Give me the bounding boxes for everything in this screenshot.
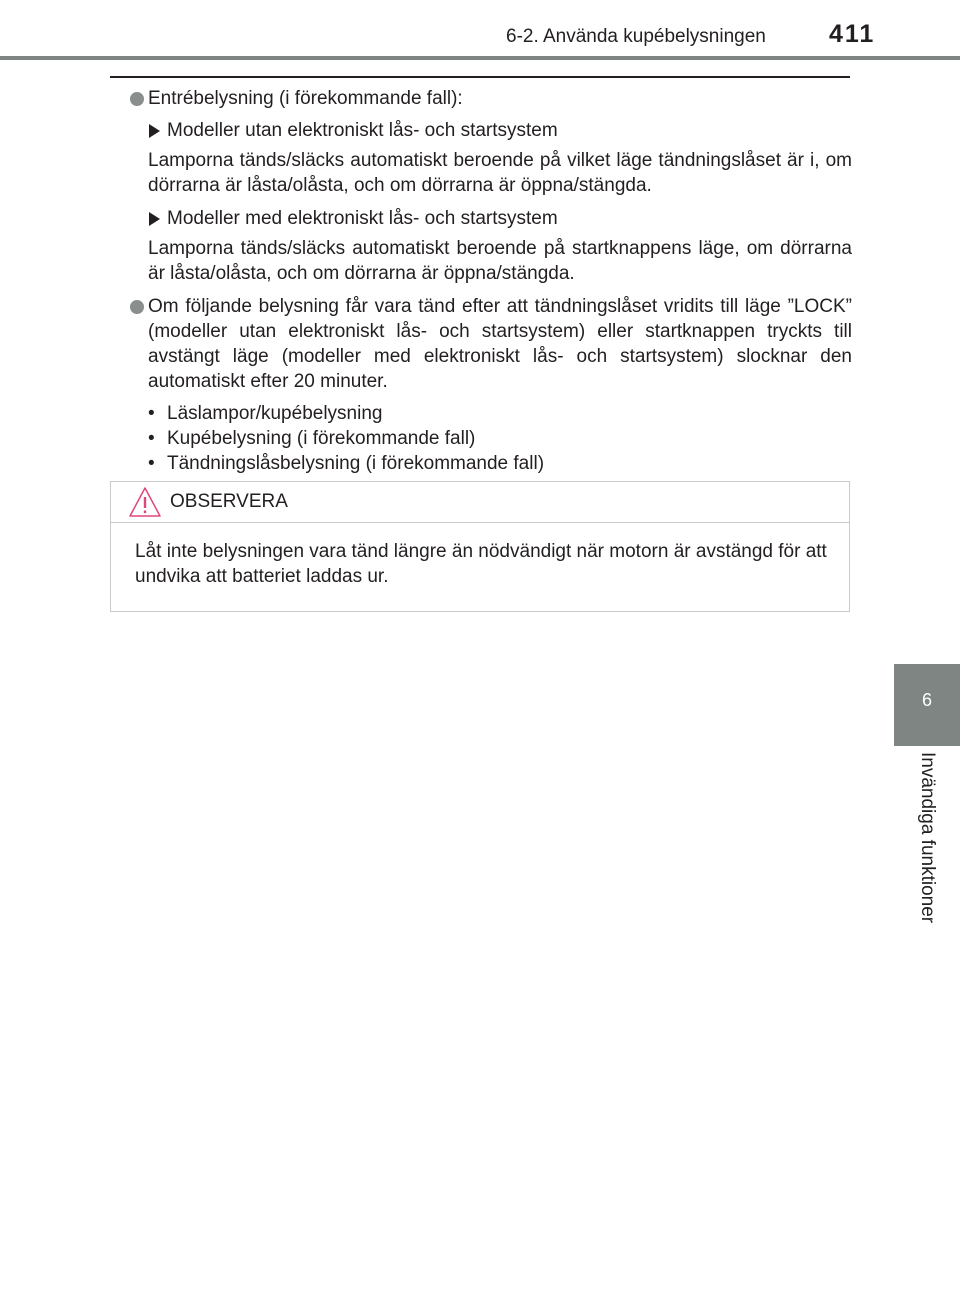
- main-content: [130, 86, 852, 476]
- list-bullet: •: [148, 453, 155, 474]
- sub-heading: [130, 206, 852, 231]
- list-bullet: •: [148, 403, 155, 424]
- list-item-text: Kupébelysning (i förekommande fall): [167, 428, 476, 449]
- list-item-text: Tändningslåsbelysning (i förekommande fall): [167, 453, 545, 474]
- bullet-text: Entrébelysning (i förekommande fall):: [148, 88, 463, 109]
- list-item: [148, 426, 852, 451]
- list-item: [148, 401, 852, 426]
- chapter-label: [894, 752, 960, 942]
- list-item: [148, 451, 852, 476]
- bullet-item: [130, 294, 852, 394]
- arrow-right-icon: [149, 124, 160, 138]
- bullet-text: Om följande belysning får vara tänd efter att tändningslåset vridits till läge ”LOCK” (modeller utan elektroniskt lås- och startsystem) eller startknappen tryckts till avstängt läge (modeller med elektroniskt lås- och startsystem) slocknar den automatiskt efter 20 minuter.: [148, 296, 852, 392]
- chapter-tab: [894, 664, 960, 746]
- bullet-item: [130, 86, 852, 111]
- caution-header: [111, 482, 849, 523]
- section-title: 6-2. Använda kupébelysningen: [506, 26, 766, 47]
- description: Lamporna tänds/släcks automatiskt beroende på startknappens läge, om dörrarna är låsta/olåsta, och om dörrarna är öppna/stängda.: [148, 238, 852, 284]
- chapter-number: 6: [921, 690, 932, 710]
- list-item-text: Läslampor/kupébelysning: [167, 403, 383, 424]
- chapter-label-text: Invändiga funktioner: [917, 752, 938, 924]
- list-bullet: •: [148, 428, 155, 449]
- caution-box: [110, 481, 850, 612]
- caution-text: Låt inte belysningen vara tänd längre än nödvändigt när motorn är avstängd för att undvika att batteriet laddas ur.: [135, 541, 827, 587]
- content-divider: [110, 76, 850, 78]
- arrow-right-icon: [149, 212, 160, 226]
- light-list: [130, 401, 852, 476]
- sub-heading-text: Modeller utan elektroniskt lås- och startsystem: [167, 120, 558, 141]
- description: Lamporna tänds/släcks automatiskt beroende på vilket läge tändningslåset är i, om dörrarna är låsta/olåsta, och om dörrarna är öppna/stängda.: [148, 150, 852, 196]
- sub-heading-text: Modeller med elektroniskt lås- och startsystem: [167, 208, 558, 229]
- warning-icon: [128, 486, 162, 523]
- bullet-dot-icon: [130, 92, 144, 106]
- sub-heading: [130, 118, 852, 143]
- caution-title: OBSERVERA: [170, 491, 288, 512]
- bullet-dot-icon: [130, 300, 144, 314]
- page-number: 411: [829, 20, 876, 48]
- header-divider: [0, 56, 960, 60]
